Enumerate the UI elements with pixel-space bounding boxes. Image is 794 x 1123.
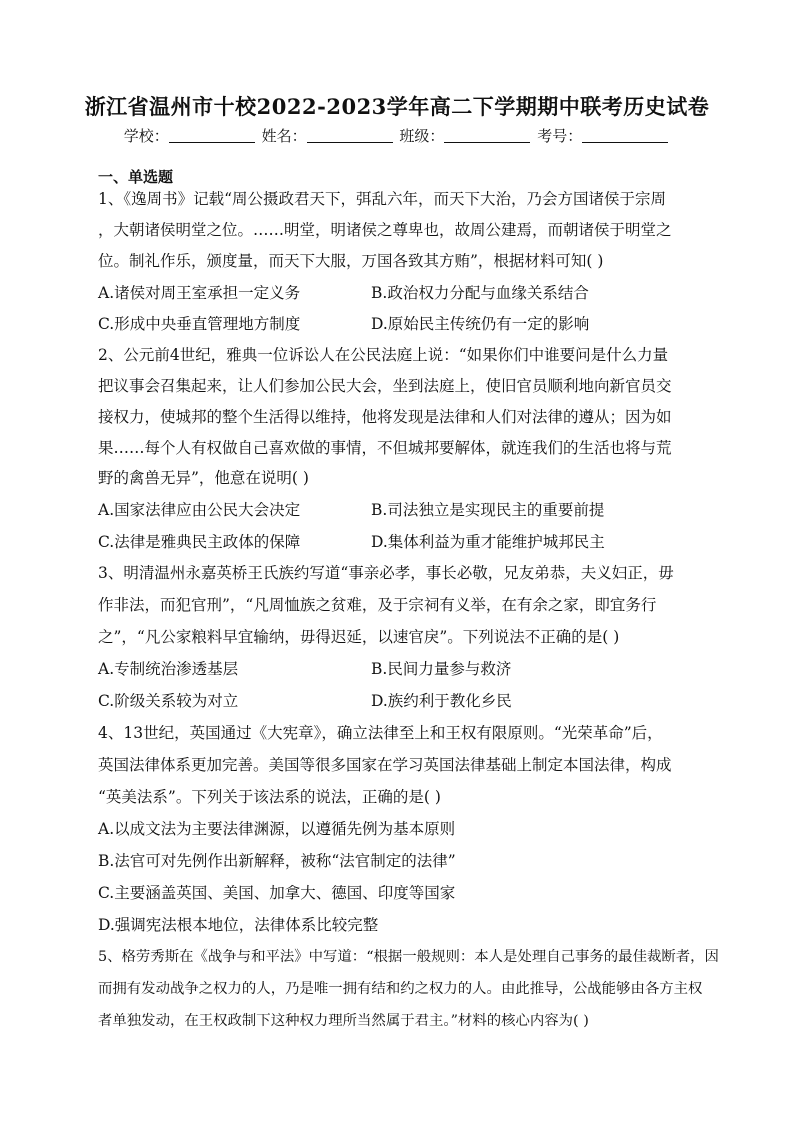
q1-line: ，大朝诸侯明堂之位。……明堂，明诸侯之尊卑也，故周公建焉，而朝诸侯于明堂之 bbox=[98, 221, 672, 239]
school-label: 学校： bbox=[123, 127, 169, 145]
q2-option-d: D.集体利益为重才能维护城邦民主 bbox=[371, 533, 605, 551]
school-blank[interactable] bbox=[169, 128, 255, 143]
q5-line: 5、格劳秀斯在《战争与和平法》中写道：“根据一般规则：本人是处理自己事务的最佳裁断者，因 bbox=[98, 949, 719, 965]
q4-line: “英美法系”。下列关于该法系的说法，正确的是( ) bbox=[98, 788, 441, 806]
q1-line: 位。制礼作乐，颁度量，而天下大服，万国各致其方贿”，根据材料可知( ) bbox=[98, 252, 604, 270]
q3-option-d: D.族约利于教化乡民 bbox=[371, 692, 512, 710]
q3-line: 3、明清温州永嘉英桥王氏族约写道“事亲必孝，事长必敬，兄友弟恭，夫义妇正，毋 bbox=[98, 564, 674, 582]
q2-option-b: B.司法独立是实现民主的重要前提 bbox=[371, 501, 605, 519]
q2-line: 野的禽兽无异”，他意在说明( ) bbox=[98, 469, 309, 487]
q5-line: 而拥有发动战争之权力的人，乃是唯一拥有结和约之权力的人。由此推导，公战能够由各方主权 bbox=[98, 981, 703, 997]
q4-option-c: C.主要涵盖英国、美国、加拿大、德国、印度等国家 bbox=[98, 884, 456, 902]
q2-line: 2、公元前4世纪，雅典一位诉讼人在公民法庭上说：“如果你们中谁要问是什么力量 bbox=[98, 346, 669, 364]
q4-line: 英国法律体系更加完善。美国等很多国家在学习英国法律基础上制定本国法律，构成 bbox=[98, 756, 672, 774]
name-blank[interactable] bbox=[307, 128, 393, 143]
section-title: 一、单选题 bbox=[98, 168, 174, 186]
class-label: 班级： bbox=[399, 127, 445, 145]
q4-option-a: A.以成文法为主要法律渊源，以遵循先例为基本原则 bbox=[98, 820, 456, 838]
q1-option-b: B.政治权力分配与血缘关系结合 bbox=[371, 284, 589, 302]
q3-option-c: C.阶级关系较为对立 bbox=[98, 692, 239, 710]
q1-option-c: C.形成中央垂直管理地方制度 bbox=[98, 315, 301, 333]
q2-option-c: C.法律是雅典民主政体的保障 bbox=[98, 533, 301, 551]
q3-option-b: B.民间力量参与救济 bbox=[371, 660, 512, 678]
q2-line: 接权力，使城邦的整个生活得以维持，他将发现是法律和人们对法律的遵从；因为如 bbox=[98, 408, 672, 426]
q3-line: 之”，“凡公家粮料早宜输纳，毋得迟延，以速官戾”。下列说法不正确的是( ) bbox=[98, 628, 620, 646]
name-label: 姓名： bbox=[261, 127, 307, 145]
q4-option-d: D.强调宪法根本地位，法律体系比较完整 bbox=[98, 916, 379, 934]
number-label: 考号： bbox=[537, 127, 583, 145]
q4-option-b: B.法官可对先例作出新解释，被称“法官制定的法律” bbox=[98, 852, 456, 870]
q2-option-a: A.国家法律应由公民大会决定 bbox=[98, 501, 301, 519]
q2-line: 把议事会召集起来，让人们参加公民大会，坐到法庭上，使旧官员顺利地向新官员交 bbox=[98, 377, 672, 395]
class-blank[interactable] bbox=[444, 128, 530, 143]
q2-line: 果……每个人有权做自己喜欢做的事情，不但城邦要解体，就连我们的生活也将与荒 bbox=[98, 439, 672, 457]
q1-option-d: D.原始民主传统仍有一定的影响 bbox=[371, 315, 590, 333]
q5-line: 者单独发动，在王权政制下这种权力理所当然属于君主。”材料的核心内容为( ) bbox=[98, 1013, 589, 1029]
q1-option-a: A.诸侯对周王室承担一定义务 bbox=[98, 284, 301, 302]
q3-option-a: A.专制统治渗透基层 bbox=[98, 660, 239, 678]
document-title: 浙江省温州市十校2022-2023学年高二下学期期中联考历史试卷 bbox=[84, 94, 710, 119]
student-info-row bbox=[0, 125, 794, 146]
number-blank[interactable] bbox=[582, 128, 668, 143]
q1-line: 1、《逸周书》记载“周公摄政君天下，弭乱六年，而天下大治，乃会方国诸侯于宗周 bbox=[98, 190, 667, 208]
q4-line: 4、13世纪，英国通过《大宪章》，确立法律至上和王权有限原则。“光荣革命”后， bbox=[98, 724, 663, 742]
q3-line: 作非法，而犯官刑”，“凡周恤族之贫难，及于宗祠有义举，在有余之家，即宜务行 bbox=[98, 596, 657, 614]
